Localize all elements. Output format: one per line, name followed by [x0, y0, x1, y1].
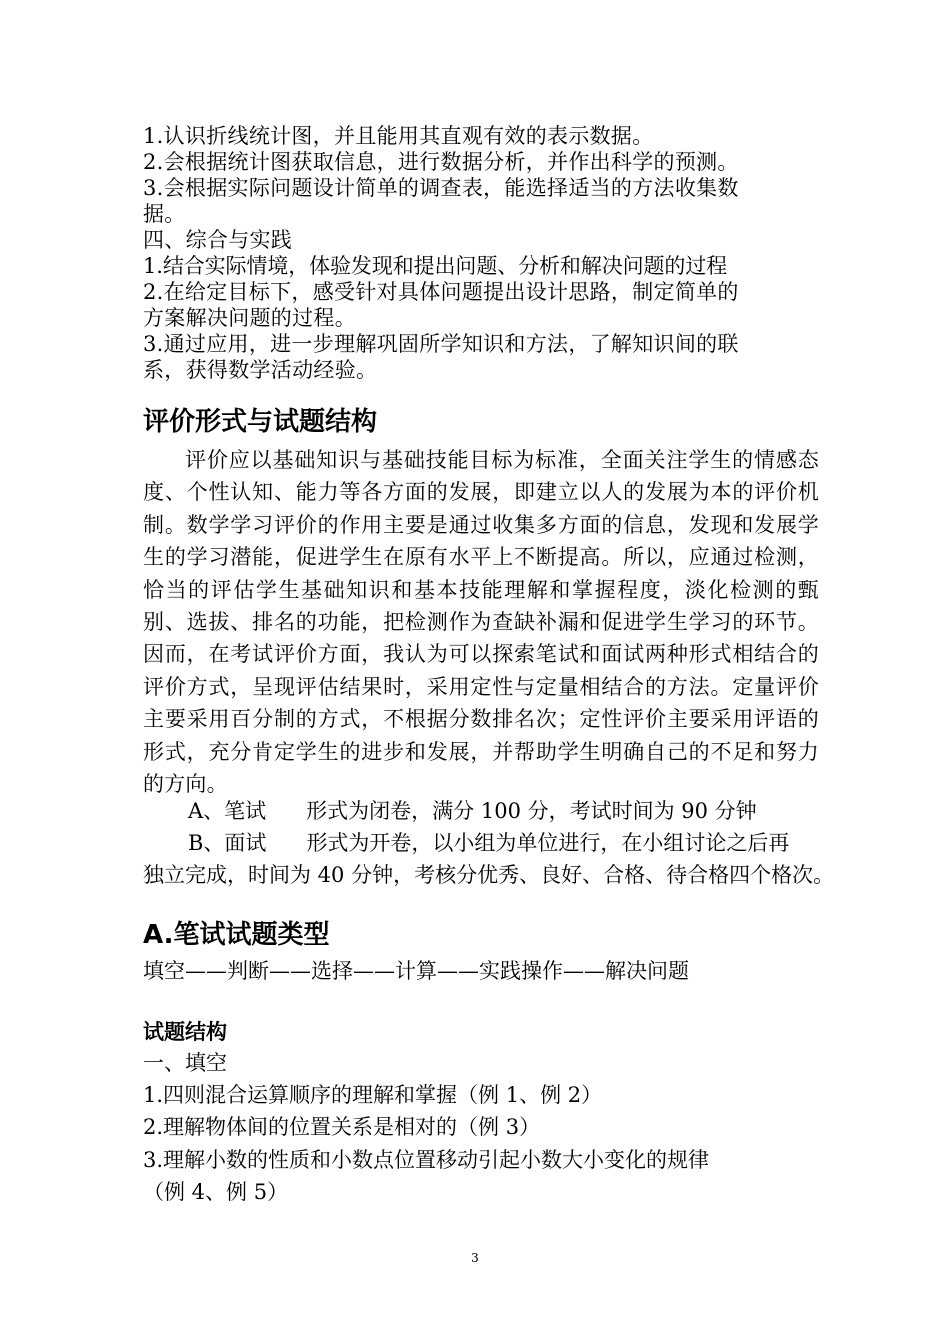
written-exam-label: A、笔试: [188, 799, 267, 823]
oral-exam-line: [188, 828, 789, 858]
written-types-heading: A.笔试试题类型: [143, 920, 330, 950]
objective-line: 系，获得数学活动经验。: [143, 358, 378, 382]
objective-line: 据。: [143, 202, 186, 226]
structure-item: 3.理解小数的性质和小数点位置移动引起小数大小变化的规律: [143, 1148, 710, 1172]
objective-line: 2.在给定目标下，感受针对具体问题提出设计思路，制定简单的: [143, 280, 739, 304]
structure-item: 2.理解物体间的位置关系是相对的（例 3）: [143, 1115, 541, 1139]
structure-item: （例 4、例 5）: [143, 1180, 289, 1204]
objective-line: 1.认识折线统计图，并且能用其直观有效的表示数据。: [143, 124, 654, 148]
oral-exam-desc-cont: 独立完成，时间为 40 分钟，考核分优秀、良好、合格、待合格四个格次。: [143, 863, 835, 887]
oral-exam-desc: 形式为开卷，以小组为单位进行，在小组讨论之后再: [306, 831, 790, 855]
objective-line: 2.会根据统计图获取信息，进行数据分析，并作出科学的预测。: [143, 150, 739, 174]
objective-line: 3.会根据实际问题设计简单的调查表，能选择适当的方法收集数: [143, 176, 739, 200]
written-exam-desc: 形式为闭卷，满分 100 分，考试时间为 90 分钟: [306, 799, 757, 823]
written-exam-line: [188, 796, 757, 826]
question-type-sequence: 填空——判断——选择——计算——实践操作——解决问题: [143, 959, 689, 983]
objective-line: 3.通过应用，进一步理解巩固所学知识和方法，了解知识间的联: [143, 332, 739, 356]
section-title: 四、综合与实践: [143, 228, 293, 252]
oral-exam-label: B、面试: [188, 831, 267, 855]
structure-section: 一、填空: [143, 1051, 227, 1075]
page-number: 3: [471, 1251, 479, 1265]
structure-item: 1.四则混合运算顺序的理解和掌握（例 1、例 2）: [143, 1083, 603, 1107]
objective-line: 1.结合实际情境，体验发现和提出问题、分析和解决问题的过程: [143, 254, 728, 278]
structure-heading: 试题结构: [143, 1020, 227, 1044]
objective-line: 方案解决问题的过程。: [143, 306, 356, 330]
evaluation-heading: 评价形式与试题结构: [143, 407, 378, 437]
evaluation-paragraph: 评价应以基础知识与基础技能目标为标准，全面关注学生的情感态度、个性认知、能力等各方面的发展，即建立以人的发展为本的评价机制。数学学习评价的作用主要是通过收集多方面的信息，发现和发展学生的学习潜能，促进学生在原有水平上不断提高。所以，应通过检测，恰当的评估学生基础知识和基本技能理解和掌握程度，淡化检测的甄别、选拔、排名的功能，把检测作为查缺补漏和促进学生学习的环节。因而，在考试评价方面，我认为可以探索笔试和面试两种形式相结合的评价方式，呈现评估结果时，采用定性与定量相结合的方法。定量评价主要采用百分制的方式，不根据分数排名次；定性评价主要采用评语的形式，充分肯定学生的进步和发展，并帮助学生明确自己的不足和努力的方向。: [143, 448, 819, 797]
